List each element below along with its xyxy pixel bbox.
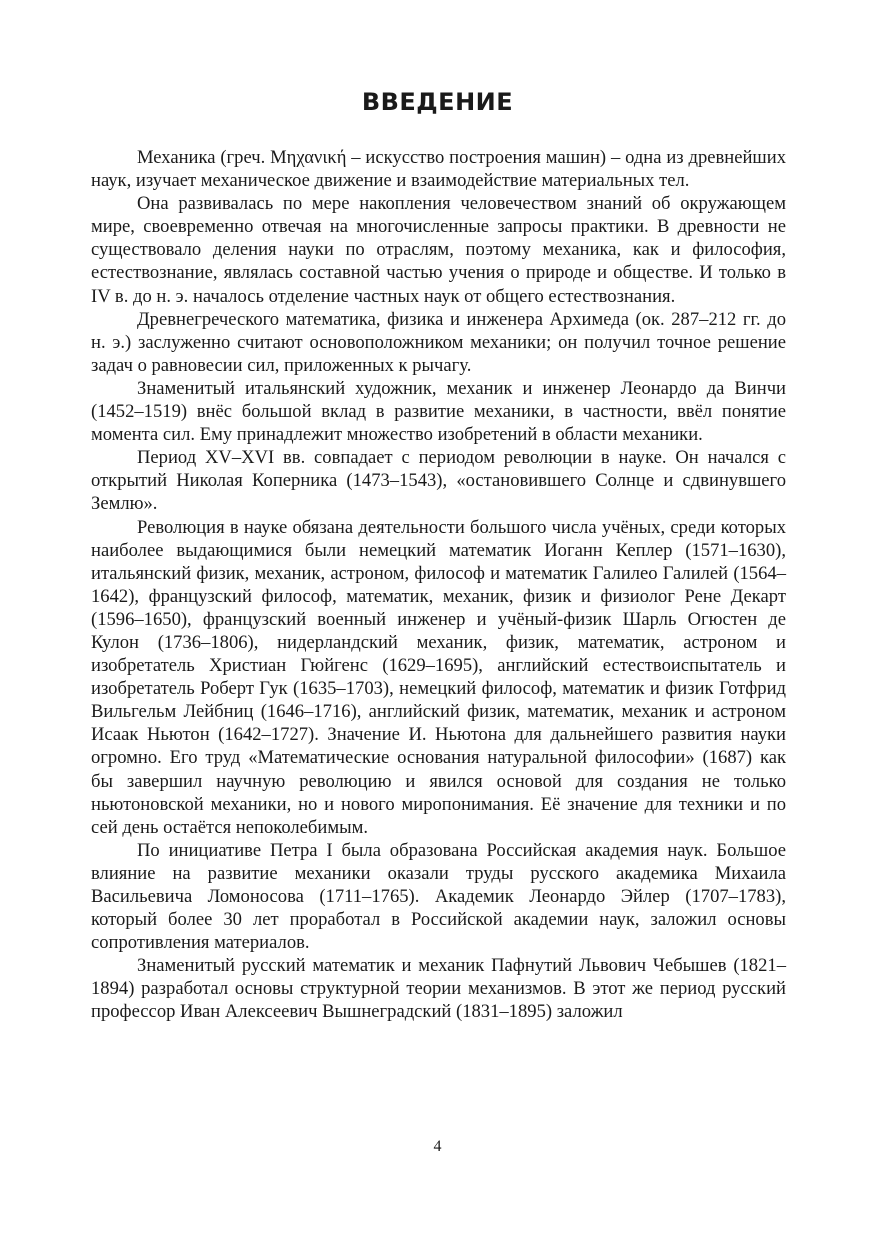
paragraph-scientific-revolution: Революция в науке обязана деятельности большого числа учёных, среди которых наиболее выдающимися были немецкий математик Иоганн Кеплер (1571–1630), итальянский физик, механик, астроном, философ и математик Галилео Галилей (1564–1642), французский философ, математик, механик, физик и физиолог Рене Декарт (1596–1650), французский военный инженер и учёный-физик Шарль Огюстен де Кулон (1736–1806), нидерландский механик, физик, математик, астроном и изобретатель Христиан Гюйгенс (1629–1695), английский естествоиспытатель и изобретатель Роберт Гук (1635–1703), немецкий философ, математик и физик Готфрид Вильгельм Лейбниц (1646–1716), английский физик, математик, механик и астроном Исаак Ньютон (1642–1727). Значение И. Ньютона для дальнейшего развития науки огромно. Его труд «Математические основания натуральной философии» (1687) как бы завершил научную революцию и явился основой для создания не только ньютоновской механики, но и нового миропонимания. Её значение для техники и по сей день остаётся непоколебимым. [91, 516, 786, 838]
body-text [91, 146, 786, 1024]
paragraph-leonardo: Знаменитый итальянский художник, механик и инженер Леонардо да Винчи (1452–1519) внёс большой вклад в развитие механики, в частности, ввёл понятие момента сил. Ему принадлежит множество изобретений в области механики. [91, 377, 786, 446]
paragraph-archimedes: Древнегреческого математика, физика и инженера Архимеда (ок. 287–212 гг. до н. э.) заслуженно считают основоположником механики; он получил точное решение задач о равновесии сил, приложенных к рычагу. [91, 308, 786, 376]
page-title: ВВЕДЕНИЕ [361, 88, 514, 116]
paragraph-copernicus: Период XV–XVI вв. совпадает с периодом революции в науке. Он начался с открытий Николая Коперника (1473–1543), «остановившего Солнце и сдвинувшего Землю». [91, 447, 786, 515]
paragraph-russian-academy: По инициативе Петра I была образована Российская академия наук. Большое влияние на развитие механики оказали труды русского академика Михаила Васильевича Ломоносова (1711–1765). Академик Леонардо Эйлер (1707–1783), который более 30 лет проработал в Российской академии наук, заложил основы сопротивления материалов. [91, 839, 786, 954]
paragraph-mechanics-definition: Механика (греч. Μηχανική – искусство построения машин) – одна из древнейших наук, изучает механическое движение и взаимодействие материальных тел. [91, 147, 786, 192]
page-number: 4 [433, 1138, 442, 1155]
paragraph-development: Она развивалась по мере накопления человечеством знаний об окружающем мире, своевременно отвечая на многочисленные запросы практики. В древности не существовало деления науки по отраслям, поэтому механика, как и философия, естествознание, являлась составной частью учения о природе и обществе. И только в IV в. до н. э. началось отделение частных наук от общего естествознания. [91, 193, 786, 307]
paragraph-chebyshev: Знаменитый русский математик и механик Пафнутий Львович Чебышев (1821–1894) разработал основы структурной теории механизмов. В этот же период русский профессор Иван Алексеевич Вышнеградский (1831–1895) заложил [91, 955, 786, 1023]
